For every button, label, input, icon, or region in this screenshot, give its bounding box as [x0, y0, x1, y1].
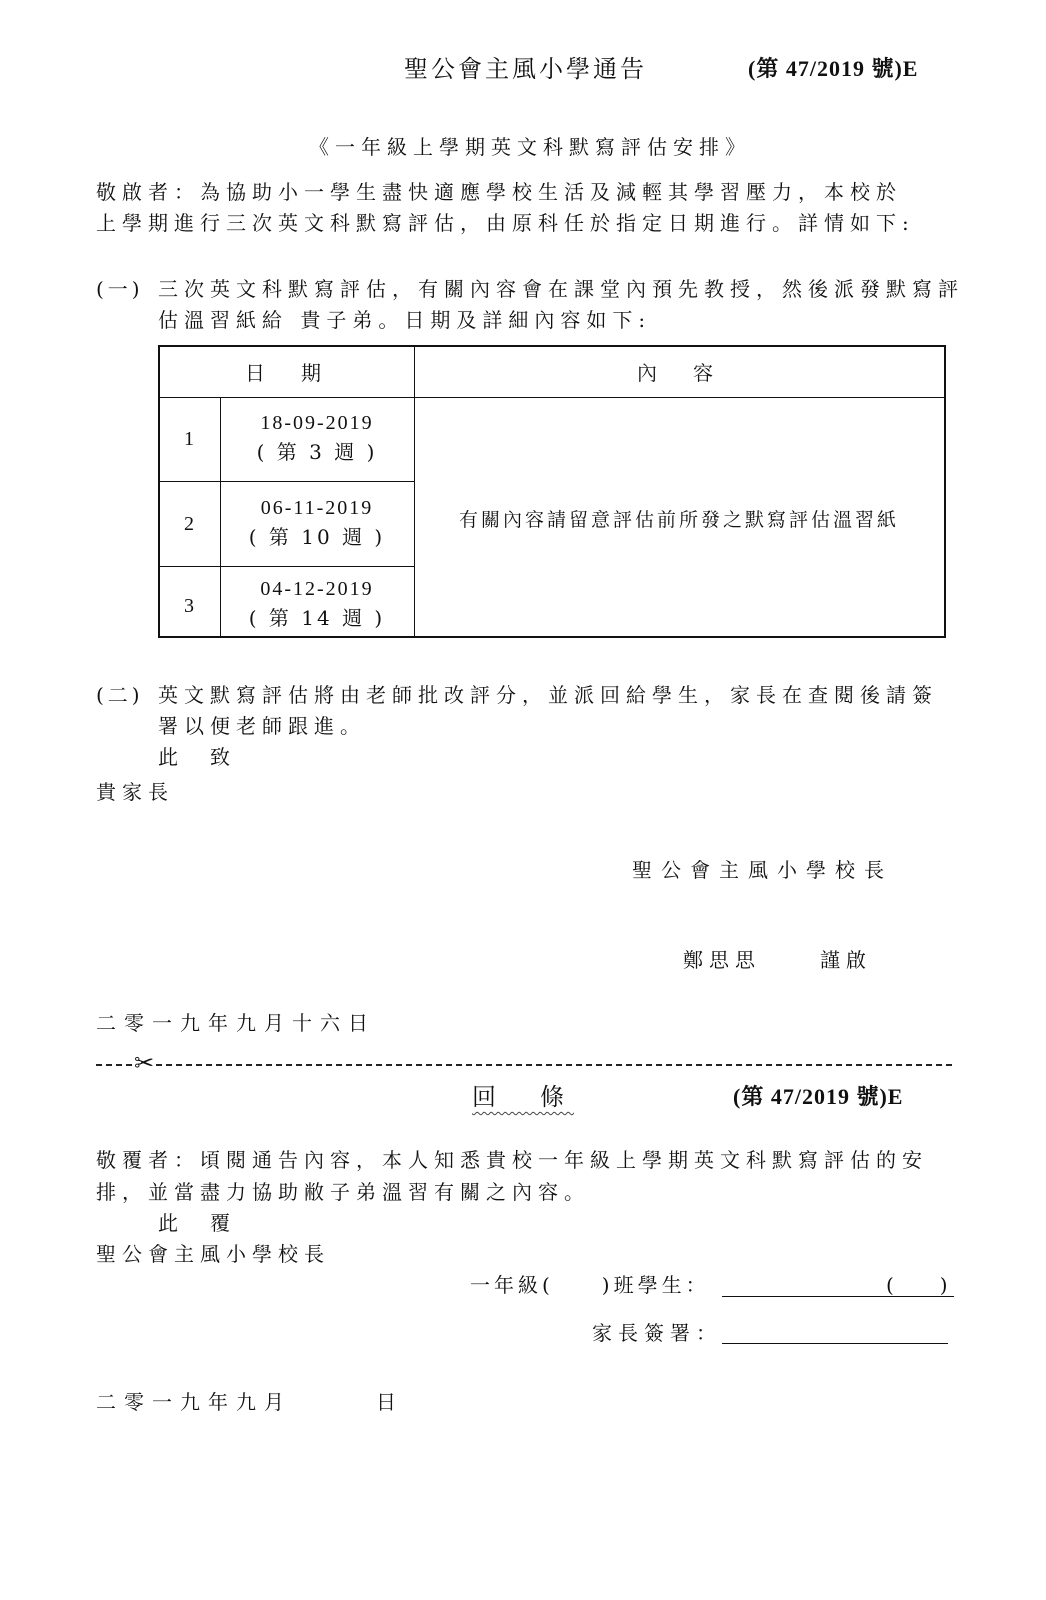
row-divider: [160, 566, 414, 567]
reply-addressee: 聖公會主風小學校長: [96, 1242, 330, 1266]
notice-number: (第 47/2019 號)E: [748, 56, 919, 81]
reply-date: 二零一九年九月 日: [96, 1390, 404, 1414]
notice-subject: 《一年級上學期英文科默寫評估安排》: [309, 135, 751, 159]
row-date: 18-09-2019: [260, 412, 374, 434]
point-2-line-2: 署以便老師跟進。: [158, 714, 366, 738]
closing-ci-zhi: 此 致: [158, 745, 236, 769]
point-1-label: (一): [96, 277, 144, 301]
row-week: ( 第 10 週 ): [248, 525, 386, 549]
row-divider: [160, 481, 414, 482]
intro-line-2: 上學期進行三次英文科默寫評估，由原科任於指定日期進行。詳情如下:: [96, 211, 915, 235]
column-divider: [414, 347, 415, 636]
point-2-label: (二): [96, 683, 144, 707]
reply-slip-title: 回 條: [472, 1083, 574, 1111]
intro-line-1: 敬啟者：為協助小一學生盡快適應學校生活及減輕其學習壓力，本校於: [96, 180, 902, 204]
row-week: ( 第 14 週 ): [248, 606, 386, 630]
principal-name: 鄭思思: [683, 948, 761, 972]
row-number: 2: [184, 513, 196, 535]
point-1-line-2: 估溫習紙給 貴子弟。日期及詳細內容如下:: [158, 308, 652, 332]
student-number-paren: ( ): [886, 1273, 950, 1297]
row-week: ( 第 3 週 ): [256, 440, 378, 464]
reply-ci-fu: 此 覆: [158, 1211, 236, 1235]
scissors-icon: ✂: [134, 1049, 155, 1077]
respectfully-text: 謹啟: [820, 948, 872, 972]
closing-addressee: 貴家長: [96, 780, 174, 804]
reply-line-1: 敬覆者：頃閱通告內容，本人知悉貴校一年級上學期英文科默寫評估的安: [96, 1148, 928, 1172]
row-number: 1: [184, 428, 196, 450]
row-date: 06-11-2019: [260, 497, 374, 519]
row-divider: [160, 397, 944, 398]
point-1-line-1: 三次英文科默寫評估，有關內容會在課堂內預先教授，然後派發默寫評: [158, 277, 964, 301]
signatory-title: 聖公會主風小學校長: [632, 858, 893, 882]
point-2-line-1: 英文默寫評估將由老師批改評分，並派回給學生，家長在查閱後請簽: [158, 683, 938, 707]
table-content-cell: 有關內容請留意評估前所發之默寫評估溫習紙: [458, 509, 899, 531]
schedule-table: [158, 345, 946, 638]
reply-line-2: 排，並當盡力協助敝子弟溫習有關之內容。: [96, 1180, 590, 1204]
table-header-date: 日 期: [245, 361, 329, 385]
row-date: 04-12-2019: [260, 578, 374, 600]
reply-notice-number: (第 47/2019 號)E: [733, 1084, 904, 1109]
cut-line: [96, 1064, 952, 1066]
table-header-content: 內 容: [637, 361, 721, 385]
parent-signature-label: 家長簽署：: [592, 1321, 722, 1345]
row-number: 3: [184, 595, 196, 617]
notice-title: 聖公會主風小學通告: [404, 55, 647, 83]
parent-signature-field[interactable]: [722, 1343, 948, 1344]
student-class-label: 一年級( )班學生：: [470, 1273, 710, 1297]
notice-date: 二零一九年九月十六日: [96, 1011, 376, 1035]
